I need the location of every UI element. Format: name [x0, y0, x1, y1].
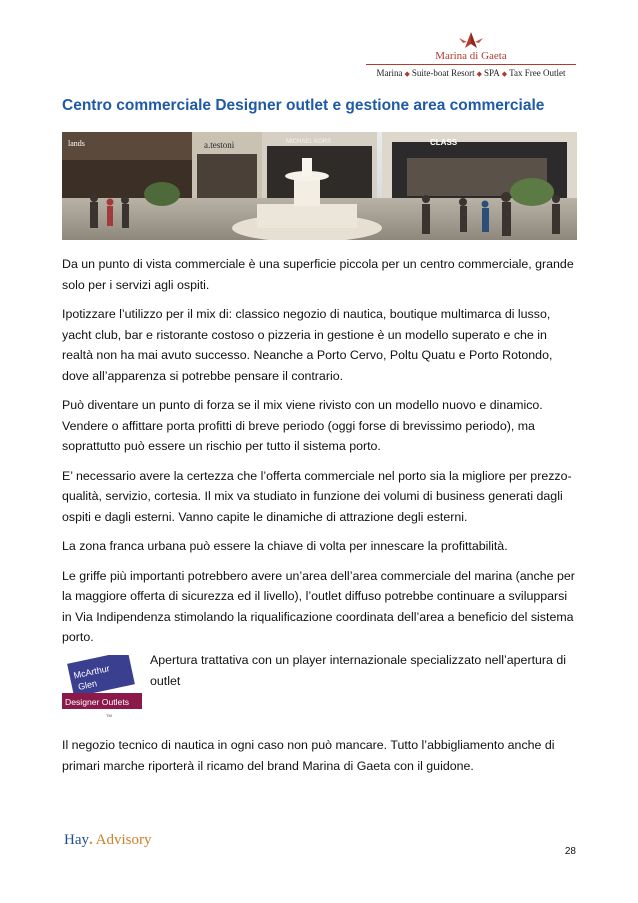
subline-item-outlet: Tax Free Outlet: [509, 68, 566, 78]
paragraph: Le griffe più importanti potrebbero avere un’area dell’area commerciale del marina (anche per la maggiore offerta di sicurezza ed il livello), l’outlet diffuso potrebbe continuare a svilupparsi in Via Indipendenza stimolando la riqualificazione coordinata dell’area a beneficio del sistema porto.: [62, 568, 575, 644]
closing-paragraph: Il negozio tecnico di nautica in ogni caso non può mancare. Tutto l’abbigliamento anche di primari marche riporterà il ricamo del brand Marina di Gaeta con il guidone.: [62, 738, 555, 773]
header-subline: [366, 68, 576, 78]
subline-item-spa: SPA: [484, 68, 500, 78]
header: [366, 30, 576, 78]
paragraph: Può diventare un punto di forza se il mix viene rivisto con un modello nuovo e dinamico. Vendere o affittare porta profitti di breve periodo (oggi forse di brevissimo periodo), ma soprattutto può essere un rischio per tutto il sistema porto.: [62, 398, 543, 453]
paragraph: Da un punto di vista commerciale è una superficie piccola per un centro commerciale, grande solo per i servizi agli ospiti.: [62, 257, 574, 292]
sign-lands: lands: [68, 139, 85, 148]
page-number: 28: [564, 846, 576, 857]
mcarthur-text: Apertura trattativa con un player internazionale specializzato nell’apertura di outlet: [150, 653, 567, 688]
subline-item-marina: Marina: [376, 68, 403, 78]
separator-icon: ◆: [476, 70, 483, 78]
header-brand: Marina di Gaeta: [435, 50, 507, 62]
footer-brand-main: Hay: [64, 832, 89, 848]
footer-brand: [64, 832, 152, 849]
mcarthur-glen-logo: [62, 655, 142, 720]
body-text: [62, 254, 578, 657]
separator-icon: ◆: [404, 70, 410, 78]
footer-brand-suffix: Advisory: [92, 832, 152, 848]
footer-brand-dot: .: [89, 832, 93, 848]
logo-line-1: McArthur: [72, 663, 111, 681]
logo-line-2: Glen: [77, 678, 98, 692]
separator-icon: ◆: [501, 70, 508, 78]
paragraph: E’ necessario avere la certezza che l’offerta commerciale nel porto sia la migliore per prezzo-qualità, servizio, cortesia. Il mix va studiato in funzione dei volumi di business generati dagli ospiti e dagli esterni. Vanno capite le dinamiche di attrazione degli esterni.: [62, 468, 572, 524]
outlet-photo: [62, 132, 577, 240]
paragraph: La zona franca urbana può essere la chiave di volta per innescare la profittabilità.: [62, 539, 508, 553]
sign-class: CLASS: [430, 138, 458, 147]
sign-michael-kors: MICHAEL KORS: [286, 139, 332, 145]
paragraph: Ipotizzare l’utilizzo per il mix di: classico negozio di nautica, boutique multimarca di lusso, yacht club, bar e ristorante costoso o pizzeria in gestione è un modello superato e che in realtà non ha mai avuto successo. Neanche a Porto Cervo, Poltu Quatu e Porto Rotondo, dove all’apparenza si potrebbe pensare il contrario.: [62, 307, 553, 383]
header-rule: [366, 64, 576, 65]
sail-logo-icon: [451, 30, 491, 50]
subline-item-resort: Suite-boat Resort: [411, 68, 475, 78]
logo-tm: TM: [106, 713, 112, 718]
mcarthur-block: [62, 650, 578, 720]
sign-testoni: a.testoni: [204, 140, 235, 150]
logo-line-3: Designer Outlets: [65, 697, 130, 707]
page-title: Centro commerciale Designer outlet e gestione area commerciale: [62, 97, 545, 114]
